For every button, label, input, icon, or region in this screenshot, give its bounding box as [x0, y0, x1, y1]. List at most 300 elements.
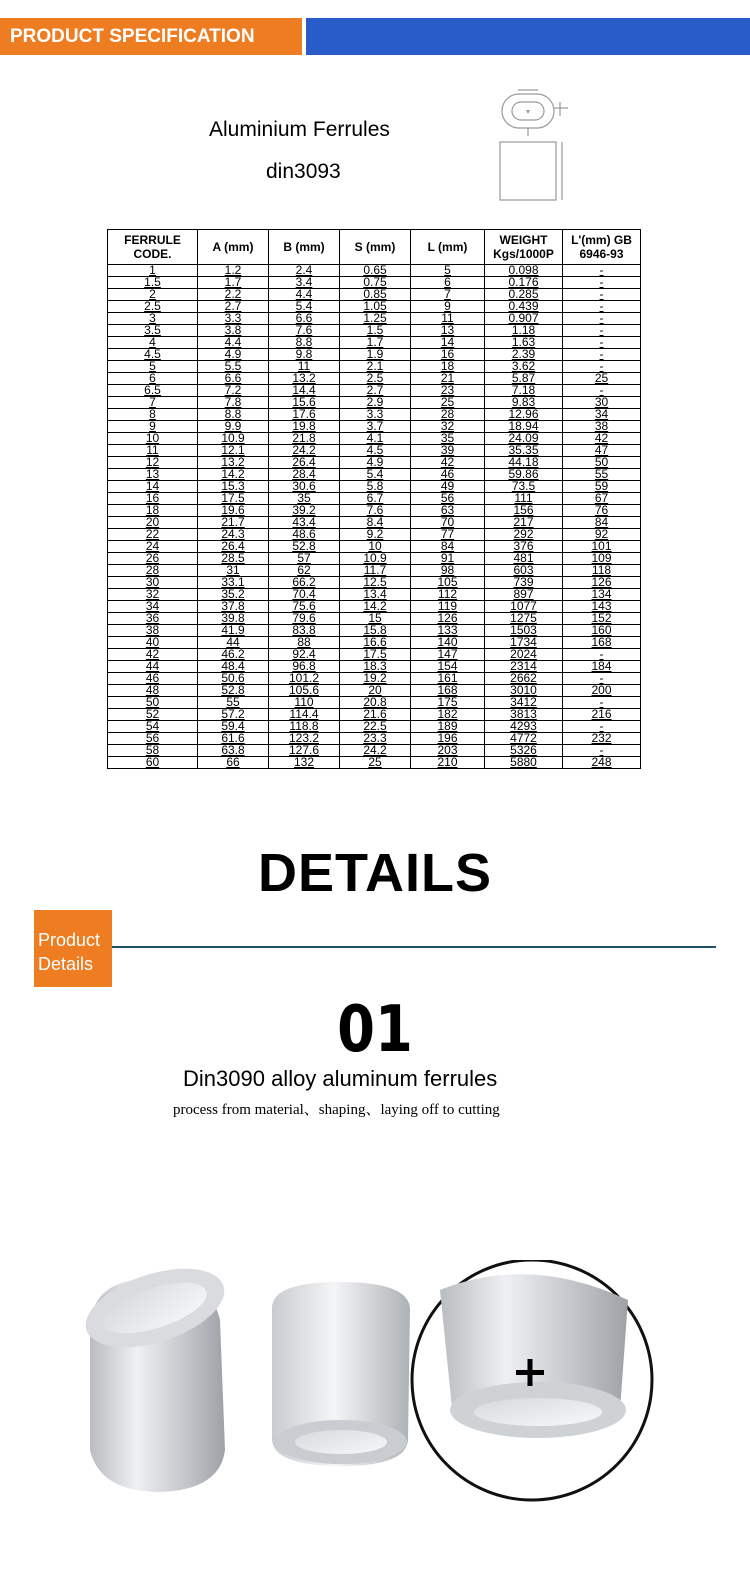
table-cell-value: 15.6 [292, 395, 316, 409]
table-cell-value: 0.75 [363, 275, 387, 289]
table-cell-value: 2.1 [366, 359, 384, 373]
table-cell-value: 4.9 [224, 347, 242, 361]
table-cell-value: 36 [145, 611, 160, 625]
table-cell-value: 0.85 [363, 287, 387, 301]
table-cell-value: 2.4 [295, 263, 313, 277]
table-cell-value: 603 [513, 563, 534, 577]
table-cell-value: 216 [591, 707, 612, 721]
table-cell-value: 8 [149, 407, 156, 421]
table-cell-value: 3010 [510, 683, 537, 697]
table-cell-value: 156 [513, 503, 534, 517]
step-title: Din3090 alloy aluminum ferrules [183, 1066, 498, 1091]
table-cell-value: 9.83 [511, 395, 536, 409]
table-cell-value: - [599, 719, 604, 733]
table-cell-value: 1 [149, 263, 156, 277]
table-cell-value: 4.9 [366, 455, 384, 469]
header-blue-bar [306, 18, 750, 55]
table-cell-value: 52.8 [292, 539, 316, 553]
table-cell [269, 757, 340, 769]
table-cell-value: 143 [591, 599, 612, 613]
table-cell-value: 17.5 [221, 491, 245, 505]
table-cell-value: 5.87 [511, 371, 536, 385]
table-cell-value: 91 [440, 551, 455, 565]
table-cell-value: 9.8 [295, 347, 313, 361]
table-cell-value: 3 [149, 311, 156, 325]
badge-line-2: Details [38, 954, 94, 974]
header-title: PRODUCT SPECIFICATION [10, 26, 255, 47]
table-cell-value: 66 [226, 755, 240, 769]
table-cell-value: 18 [145, 503, 160, 517]
table-cell-value: 3.5 [144, 323, 161, 337]
table-cell-value: 7.18 [511, 383, 536, 397]
table-cell-value: 12 [145, 455, 160, 469]
table-cell-value: 46 [440, 467, 455, 481]
table-cell-value: 376 [513, 539, 534, 553]
table-cell-value: 4 [149, 335, 156, 349]
table-cell-value: 134 [591, 587, 612, 601]
table-cell-value: 2.5 [144, 299, 161, 313]
table-cell-value: 41.9 [221, 623, 245, 637]
table-cell-value: 0.098 [508, 263, 539, 277]
table-cell-value: 9.9 [224, 419, 242, 433]
table-cell-value: 47 [594, 443, 609, 457]
table-cell-value: 17.6 [292, 407, 316, 421]
table-cell-value: 9.2 [366, 527, 384, 541]
table-cell-value: 55 [226, 695, 240, 709]
table-cell-value: 67 [594, 491, 609, 505]
table-cell [108, 757, 198, 769]
table-cell-value: - [599, 383, 604, 397]
table-cell-value: 19.8 [292, 419, 316, 433]
table-cell-value: 30.6 [292, 479, 316, 493]
table-cell-value: 119 [437, 599, 458, 613]
table-cell-value: 28.5 [221, 551, 245, 565]
table-cell-value: 7 [149, 395, 156, 409]
table-cell-value: 123.2 [288, 731, 320, 745]
table-cell-value: 3412 [510, 695, 537, 709]
ferrule-upright-photo [272, 1282, 410, 1466]
table-cell-value: 7 [444, 287, 451, 301]
table-cell-value: 42 [440, 455, 455, 469]
table-cell-value: 10 [145, 431, 160, 445]
table-body [108, 265, 641, 769]
table-cell-value: 15 [368, 611, 382, 625]
table-cell-value: 83.8 [292, 623, 316, 637]
table-cell-value: 1.2 [224, 263, 242, 277]
product-details-badge-text [38, 928, 100, 976]
table-cell-value: 66.2 [292, 575, 316, 589]
table-cell-value: 48.6 [292, 527, 316, 541]
table-cell-value: 50.6 [221, 671, 245, 685]
table-cell-value: 4.4 [224, 335, 242, 349]
table-cell-value: 63.8 [221, 743, 245, 757]
ferrule-photos [60, 1260, 740, 1560]
table-cell-value: 5.4 [295, 299, 313, 313]
step-description: process from material、shaping、laying off to cutting [173, 1102, 500, 1118]
table-cell-value: 1.18 [511, 323, 536, 337]
table-cell-value: 13.2 [221, 455, 245, 469]
table-cell-value: 10.9 [221, 431, 245, 445]
step-number: 01 [337, 993, 413, 1067]
table-cell-value: 30 [145, 575, 160, 589]
table-cell-value: 59.86 [508, 467, 539, 481]
table-cell-value: 40 [145, 635, 160, 649]
table-cell-value: 25 [440, 395, 455, 409]
table-cell-value: 38 [145, 623, 160, 637]
table-cell-value: 13 [145, 467, 160, 481]
col-header-a [198, 230, 269, 265]
table-cell [340, 757, 411, 769]
table-cell-value: 101.2 [288, 671, 320, 685]
table-cell-value: 24.3 [221, 527, 245, 541]
table-cell-value: - [599, 359, 604, 373]
details-heading: DETAILS [258, 843, 492, 903]
table-cell-value: 168 [591, 635, 612, 649]
table-cell-value: 61.6 [221, 731, 245, 745]
table-cell-value: 897 [513, 587, 534, 601]
table-cell [485, 757, 563, 769]
spec-table [107, 229, 641, 769]
table-cell-value: 2.5 [366, 371, 384, 385]
table-cell-value: 3813 [510, 707, 537, 721]
table-cell-value: 2.7 [224, 299, 242, 313]
table-cell-value: 98 [440, 563, 455, 577]
table-cell-value: 152 [591, 611, 612, 625]
table-cell-value: - [599, 347, 604, 361]
table-cell-value: 182 [437, 707, 458, 721]
col-header-label: FERRULE CODE. [124, 233, 181, 261]
table-cell-value: 184 [591, 659, 612, 673]
table-cell-value: 132 [293, 755, 315, 769]
table-cell-value: 14 [440, 335, 455, 349]
table-cell-value: 32 [145, 587, 160, 601]
table-cell-value: 24 [145, 539, 160, 553]
table-cell-value: 24.09 [508, 431, 539, 445]
table-cell-value: 154 [437, 659, 458, 673]
col-header-label: WEIGHT Kgs/1000P [493, 233, 554, 261]
table-cell-value: 73.5 [511, 479, 536, 493]
table-cell-value: 70.4 [292, 587, 316, 601]
table-cell-value: 16 [440, 347, 455, 361]
table-cell-value: 76 [594, 503, 609, 517]
table-cell-value: 32 [440, 419, 455, 433]
col-header-s [340, 230, 411, 265]
table-cell-value: 3.7 [366, 419, 384, 433]
table-cell-value: 6 [444, 275, 451, 289]
table-cell-value: 481 [513, 551, 534, 565]
table-cell-value: 110 [294, 695, 314, 709]
table-cell-value: 105 [437, 575, 458, 589]
table-cell-value: 2662 [510, 671, 537, 685]
table-cell-value: 52 [145, 707, 160, 721]
table-cell-value: 13 [440, 323, 455, 337]
table-cell-value: 30 [594, 395, 609, 409]
table-cell-value: 21 [440, 371, 455, 385]
table-cell-value: 23.3 [363, 731, 387, 745]
table-cell-value: - [599, 275, 604, 289]
table-cell-value: 84 [594, 515, 609, 529]
table-cell-value: 92 [594, 527, 609, 541]
table-cell-value: 3.3 [224, 311, 242, 325]
table-cell-value: 6.6 [224, 371, 242, 385]
table-cell-value: 126 [437, 611, 458, 625]
table-cell-value: 2.2 [224, 287, 242, 301]
table-cell-value: 4772 [510, 731, 537, 745]
table-cell-value: 25 [368, 755, 382, 769]
table-cell-value: 28 [145, 563, 160, 577]
table-cell-value: 54 [145, 719, 160, 733]
table-cell-value: 62 [297, 563, 311, 577]
table-cell-value: 2.39 [511, 347, 536, 361]
table-cell-value: 11 [441, 311, 454, 325]
table-cell-value: 24.2 [292, 443, 316, 457]
table-cell-value: 175 [437, 695, 458, 709]
table-cell-value: 1.63 [511, 335, 536, 349]
table-cell-value: 127.6 [288, 743, 320, 757]
table-cell-value: - [599, 647, 604, 661]
table-cell-value: 21.8 [292, 431, 316, 445]
table-cell-value: 44 [226, 635, 240, 649]
col-header-l [411, 230, 485, 265]
table-cell-value: 1734 [510, 635, 537, 649]
table-cell-value: 57 [297, 551, 311, 565]
table-cell-value: 1.25 [363, 311, 387, 325]
table-cell-value: 6.6 [295, 311, 313, 325]
table-cell-value: 1.05 [363, 299, 387, 313]
table-cell-value: 33.1 [221, 575, 245, 589]
table-cell-value: 15.3 [221, 479, 245, 493]
table-cell [411, 757, 485, 769]
table-cell-value: 50 [145, 695, 160, 709]
col-header-label: L (mm) [427, 240, 468, 254]
table-cell-value: 59.4 [221, 719, 245, 733]
table-cell-value: 1.5 [366, 323, 384, 337]
table-cell-value: - [599, 263, 604, 277]
table-cell-value: 49 [440, 479, 455, 493]
table-cell-value: 5.4 [366, 467, 384, 481]
table-cell-value: 8.4 [366, 515, 384, 529]
table-cell-value: - [599, 695, 604, 709]
table-cell-value: 14.2 [363, 599, 387, 613]
table-cell-value: 5 [444, 263, 451, 277]
col-header-l-prime [563, 230, 641, 265]
table-cell-value: - [599, 299, 604, 313]
table-cell-value: 35.35 [508, 443, 539, 457]
table-cell-value: 79.6 [292, 611, 316, 625]
table-cell-value: 114.4 [289, 707, 319, 721]
col-header-label: B (mm) [283, 240, 325, 254]
table-cell-value: 2.9 [366, 395, 384, 409]
table-cell-value: 20 [368, 683, 382, 697]
table-cell-value: 16.6 [363, 635, 387, 649]
table-cell-value: 26 [145, 551, 160, 565]
table-cell-value: 196 [437, 731, 458, 745]
table-cell-value: 28 [440, 407, 455, 421]
table-cell-value: 1.9 [366, 347, 384, 361]
table-cell-value: 0.907 [508, 311, 539, 325]
table-cell-value: - [599, 311, 604, 325]
table-cell-value: 19.6 [221, 503, 245, 517]
table-cell-value: 35 [440, 431, 455, 445]
table-cell-value: 23 [440, 383, 455, 397]
table-cell-value: 10.9 [363, 551, 387, 565]
table-cell-value: 12.1 [221, 443, 245, 457]
table-cell-value: - [599, 743, 604, 757]
table-cell-value: 35.2 [221, 587, 245, 601]
table-cell-value: 60 [145, 755, 160, 769]
table-cell-value: 111 [514, 491, 533, 505]
table-cell-value: 12.96 [508, 407, 539, 421]
table-cell-value: 161 [437, 671, 458, 685]
table-cell-value: - [599, 287, 604, 301]
table-cell-value: 2 [149, 287, 156, 301]
table-cell-value: 22.5 [363, 719, 387, 733]
table-cell-value: 35 [297, 491, 311, 505]
ferrule-dimension-diagram-icon [490, 86, 580, 206]
table-cell-value: 44 [145, 659, 160, 673]
table-cell-value: 109 [591, 551, 612, 565]
table-cell-value: 1.7 [366, 335, 384, 349]
table-cell-value: 13.2 [292, 371, 316, 385]
table-cell-value: 70 [440, 515, 455, 529]
table-cell-value: 11 [297, 359, 311, 373]
table-cell-value: 84 [440, 539, 455, 553]
table-cell-value: 3.8 [224, 323, 242, 337]
table-cell-value: 189 [437, 719, 458, 733]
col-header-label: S (mm) [354, 240, 396, 254]
table-cell-value: 43.4 [292, 515, 316, 529]
table-header-row [108, 230, 641, 265]
col-header-weight [485, 230, 563, 265]
table-cell-value: 5 [149, 359, 156, 373]
table-cell-value: 44.18 [508, 455, 539, 469]
table-cell-value: 5326 [510, 743, 537, 757]
table-cell-value: 42 [145, 647, 160, 661]
table-cell-value: 34 [145, 599, 160, 613]
table-cell-value: 200 [591, 683, 612, 697]
table-cell-value: 21.6 [363, 707, 387, 721]
product-standard: din3093 [266, 160, 341, 183]
table-cell-value: 17.5 [363, 647, 387, 661]
col-header-b [269, 230, 340, 265]
table-cell-value: 48.4 [221, 659, 245, 673]
col-header-label: L'(mm) GB 6946-93 [571, 233, 632, 261]
table-cell-value: 24.2 [363, 743, 387, 757]
table-cell-value: 34 [594, 407, 609, 421]
table-cell-value: - [599, 671, 604, 685]
table-cell-value: 31 [226, 563, 240, 577]
table-cell-value: 26.4 [221, 539, 245, 553]
table-cell-value: 0.65 [363, 263, 387, 277]
table-cell-value: 3.3 [366, 407, 384, 421]
table-cell-value: 739 [513, 575, 534, 589]
table-cell-value: 4293 [510, 719, 537, 733]
badge-line-1: Product [38, 930, 101, 950]
table-cell-value: 52.8 [221, 683, 245, 697]
table-cell-value: 20 [145, 515, 160, 529]
table-cell-value: 63 [440, 503, 455, 517]
table-cell-value: 292 [513, 527, 534, 541]
table-cell-value: 16 [145, 491, 160, 505]
table-cell-value: 22 [145, 527, 160, 541]
table-cell-value: 55 [594, 467, 609, 481]
col-header-ferrule-code [108, 230, 198, 265]
table-cell-value: 5880 [510, 755, 537, 769]
table-cell-value: 7.6 [295, 323, 313, 337]
table-cell-value: 2024 [510, 647, 537, 661]
table-cell-value: 232 [591, 731, 612, 745]
table-cell-value: 20.8 [363, 695, 387, 709]
table-cell-value: 12.5 [363, 575, 387, 589]
table-cell-value: 160 [591, 623, 612, 637]
table-cell-value: 217 [513, 515, 534, 529]
product-title: Aluminium Ferrules [209, 118, 390, 141]
table-cell-value: 8.8 [295, 335, 313, 349]
table-cell-value: - [599, 335, 604, 349]
table-cell-value: 4.5 [144, 347, 161, 361]
table-cell-value: 248 [591, 755, 612, 769]
table-cell-value: 168 [437, 683, 458, 697]
table-cell-value: 101 [591, 539, 612, 553]
table-cell-value: 9 [149, 419, 156, 433]
table-cell-value: 140 [437, 635, 458, 649]
table-cell-value: 3.4 [295, 275, 313, 289]
table-cell-value: 39.2 [292, 503, 316, 517]
table-cell-value: 57.2 [221, 707, 245, 721]
table-cell-value: 88 [297, 635, 311, 649]
table-cell-value: 7.8 [224, 395, 242, 409]
table-cell-value: 7.6 [366, 503, 384, 517]
table-cell-value: 112 [437, 587, 458, 601]
table-cell-value: 5.5 [224, 359, 242, 373]
table-cell-value: 1077 [510, 599, 537, 613]
spec-header [0, 0, 750, 55]
table-cell-value: 42 [594, 431, 609, 445]
table-cell-value: 1.7 [224, 275, 242, 289]
section-divider [112, 946, 716, 948]
table-cell-value: 203 [437, 743, 458, 757]
table-cell-value: 0.439 [508, 299, 539, 313]
table-cell-value: 7.2 [224, 383, 242, 397]
table-cell-value: 14.2 [221, 467, 245, 481]
table-cell-value: 21.7 [221, 515, 245, 529]
table-cell-value: 14 [145, 479, 160, 493]
table-cell-value: 56 [440, 491, 455, 505]
table-cell-value: 14.4 [292, 383, 316, 397]
table-cell-value: 18 [440, 359, 455, 373]
table-cell-value: 8.8 [224, 407, 242, 421]
table-cell-value: 4.5 [366, 443, 384, 457]
table-cell-value: 5.8 [366, 479, 384, 493]
table-cell-value: 0.176 [508, 275, 539, 289]
table-cell-value: 6.7 [366, 491, 384, 505]
table-cell-value: 1.5 [144, 275, 161, 289]
table-cell-value: 39 [440, 443, 455, 457]
table-cell-value: 26.4 [292, 455, 316, 469]
table-cell-value: 11.7 [363, 563, 387, 577]
table-cell-value: 46.2 [221, 647, 245, 661]
table-cell-value: 10 [368, 539, 382, 553]
table-cell-value: 9 [444, 299, 451, 313]
table-cell-value: 4.1 [366, 431, 384, 445]
table-cell-value: 0.285 [508, 287, 539, 301]
table-cell-value: 3.62 [511, 359, 536, 373]
table-cell-value: 13.4 [363, 587, 387, 601]
table-cell-value: 105.6 [288, 683, 320, 697]
table-cell-value: 37.8 [221, 599, 245, 613]
table-cell-value: 126 [591, 575, 612, 589]
table-cell-value: 210 [437, 755, 458, 769]
